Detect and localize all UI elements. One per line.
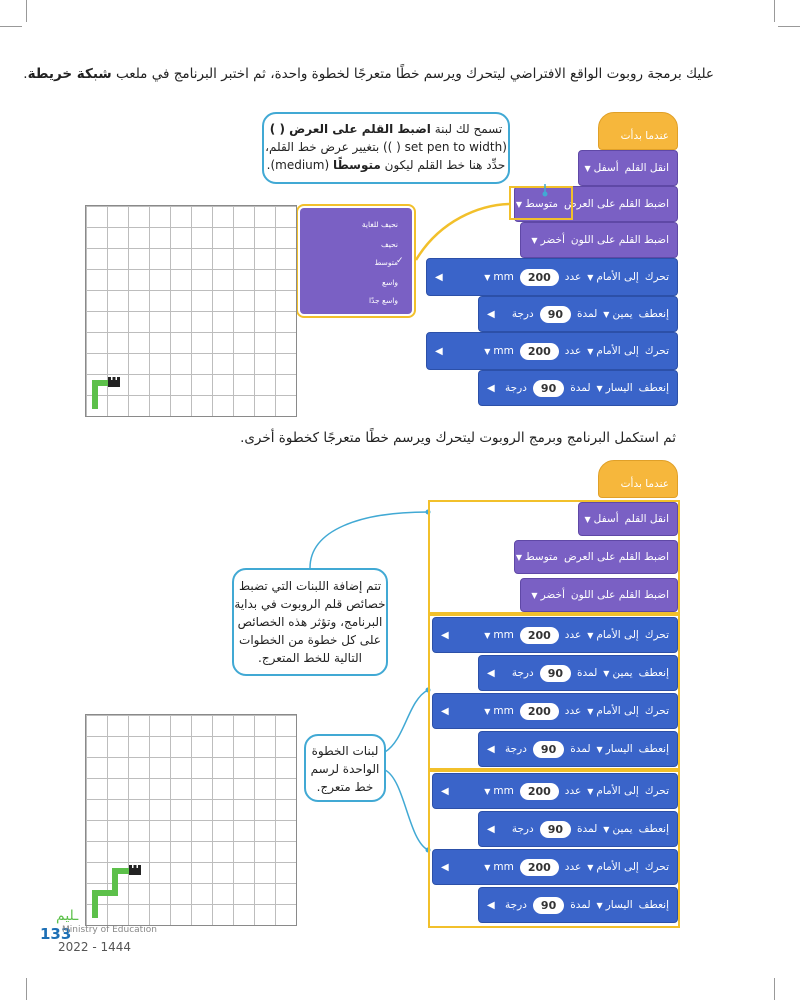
intro-text: عليك برمجة روبوت الواقع الافتراضي ليتحرك ويرسم خطًا متعرجًا لخطوة واحدة، ثم اختبر البرنامج في ملعب شبكة خريطة.	[23, 66, 714, 82]
callout-set-pen-width: تسمح لك لبنة اضبط القلم على العرض ( ) (set pen to width ( )) بتغيير عرض خط القلم، حدِّد هنا خط القلم ليكون متوسطًا (medium).	[262, 112, 510, 184]
menu-item-medium[interactable]: متوسط	[374, 258, 398, 267]
set-pen-color-block[interactable]: اضبط القلم على اللون أخضر ▼	[520, 222, 678, 258]
page-number: 133	[40, 925, 72, 943]
drive-forward-block[interactable]: تحرك إلى الأمام ▼ عدد 200 mm ▼ ◀	[432, 849, 678, 885]
ministry-text: Ministry of Education	[62, 925, 157, 935]
arrow-left-icon: ◀	[487, 308, 495, 320]
drive-forward-block[interactable]: تحرك إلى الأمام ▼ عدد 200 mm ▼ ◀	[432, 617, 678, 653]
turn-left-block[interactable]: إنعطف اليسار ▼ لمدة 90 درجة ◀	[478, 887, 678, 923]
turn-right-block[interactable]: إنعطف يمين ▼ لمدة 90 درجة ◀	[478, 296, 678, 332]
arrow-left-icon: ◀	[487, 743, 495, 755]
arrow-left-icon: ◀	[435, 345, 443, 357]
pen-settings-highlight	[428, 500, 680, 614]
when-started-block[interactable]: عندما بدأت	[598, 460, 678, 498]
ministry-logo: ـليم	[56, 908, 79, 924]
intro-bold: شبكة خريطة	[27, 66, 112, 82]
drive-forward-block[interactable]: تحرك إلى الأمام ▼ عدد 200 mm ▼ ◀	[432, 773, 678, 809]
arrow-left-icon: ◀	[441, 629, 449, 641]
arrow-left-icon: ◀	[487, 667, 495, 679]
pen-path	[92, 382, 98, 409]
turn-left-block[interactable]: إنعطف اليسار ▼ لمدة 90 درجة ◀	[478, 731, 678, 767]
second-intro-text: ثم استكمل البرنامج وبرمج الروبوت ليتحرك ويرسم خطًا متعرجًا كخطوة أخرى.	[240, 430, 676, 446]
turn-right-block[interactable]: إنعطف يمين ▼ لمدة 90 درجة ◀	[478, 655, 678, 691]
drive-forward-block[interactable]: تحرك إلى الأمام ▼ عدد 200 mm ▼ ◀	[426, 258, 678, 296]
year-text: 2022 - 1444	[58, 940, 132, 954]
menu-item-extra-wide[interactable]: واسع جدًا	[368, 296, 398, 305]
callout-pen-settings: تتم إضافة اللبنات التي تضبط خصائص قلم الروبوت في بداية البرنامج، وتؤثر هذه الخصائص على كل خطوة من الخطوات التالية للخط المتعرج.	[232, 568, 388, 676]
turn-left-block[interactable]: إنعطف اليسار ▼ لمدة 90 درجة ◀	[478, 370, 678, 406]
arrow-left-icon: ◀	[435, 271, 443, 283]
menu-item-extra-thin[interactable]: نحيف للغاية	[361, 220, 398, 229]
arrow-left-icon: ◀	[441, 785, 449, 797]
set-pen-width-block[interactable]: اضبط القلم على العرض متوسط ▼	[514, 186, 678, 222]
when-started-block[interactable]: عندما بدأت	[598, 112, 678, 150]
set-pen-width-block[interactable]: اضبط القلم على العرض متوسط ▼	[514, 540, 678, 574]
set-pen-color-block[interactable]: اضبط القلم على اللون أخضر ▼	[520, 578, 678, 612]
arrow-left-icon: ◀	[487, 899, 495, 911]
check-icon: ✓	[396, 256, 404, 266]
drive-forward-block[interactable]: تحرك إلى الأمام ▼ عدد 200 mm ▼ ◀	[426, 332, 678, 370]
pen-down-block[interactable]: انقل القلم أسفل ▼	[578, 150, 678, 186]
arrow-left-icon: ◀	[487, 823, 495, 835]
drive-forward-block[interactable]: تحرك إلى الأمام ▼ عدد 200 mm ▼ ◀	[432, 693, 678, 729]
robot-icon	[128, 864, 142, 876]
arrow-left-icon: ◀	[441, 861, 449, 873]
robot-icon	[107, 376, 121, 388]
callout-step-blocks: لبنات الخطوة الواحدة لرسم خط متعرج.	[304, 734, 386, 802]
menu-item-wide[interactable]: واسع	[382, 278, 398, 287]
arrow-left-icon: ◀	[487, 382, 495, 394]
arrow-left-icon: ◀	[441, 705, 449, 717]
pen-down-block[interactable]: انقل القلم أسفل ▼	[578, 502, 678, 536]
turn-right-block[interactable]: إنعطف يمين ▼ لمدة 90 درجة ◀	[478, 811, 678, 847]
menu-item-thin[interactable]: نحيف	[381, 240, 398, 249]
